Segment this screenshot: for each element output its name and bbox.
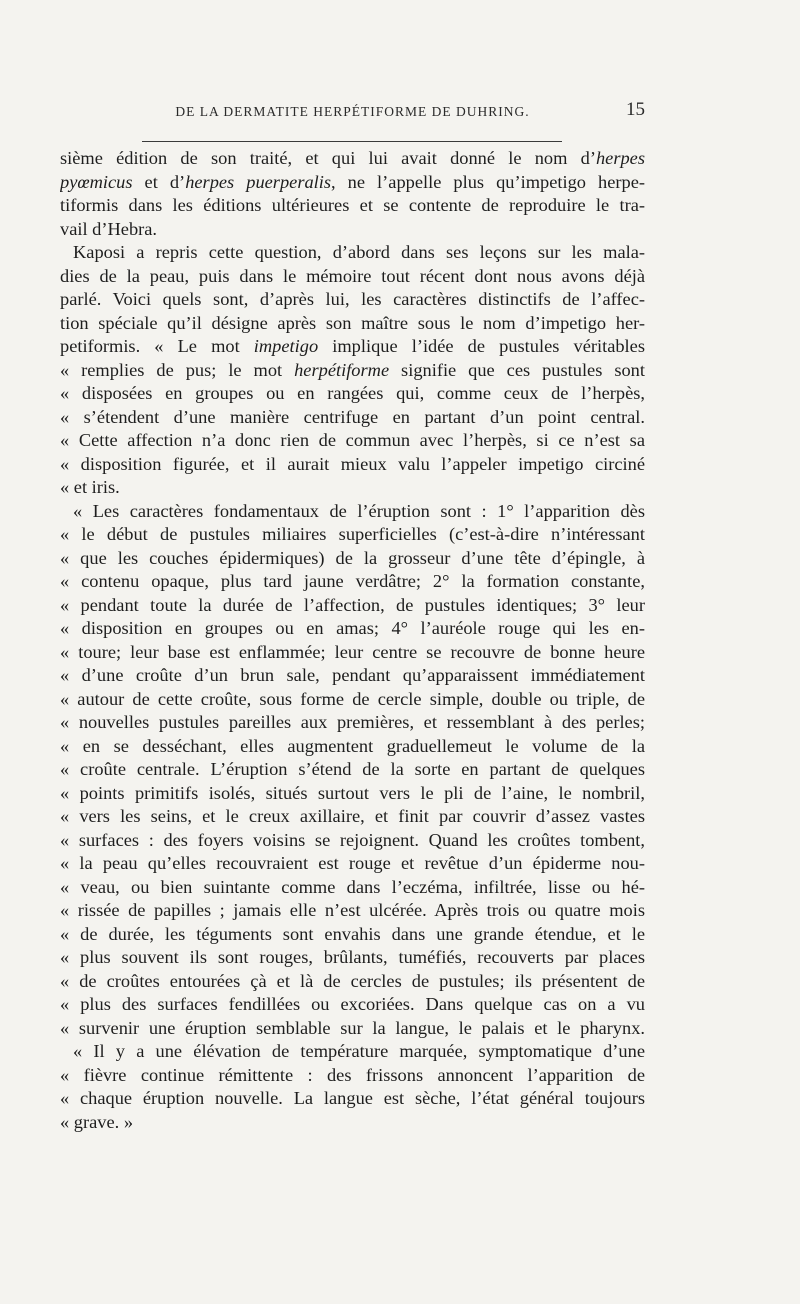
text-run: « vers les seins, et le creux axillaire, et finit par couvrir d’assez vastes [60, 806, 645, 826]
text-run: « de durée, les téguments sont envahis dans une grande étendue, et le [60, 923, 645, 944]
text-run: « et iris. [60, 477, 120, 497]
italic-term: impetigo [253, 336, 319, 356]
text-run: « points primitifs isolés, situés surtout vers le pli de l’aine, le nombril, [60, 782, 645, 803]
text-line [60, 453, 645, 477]
text-line [60, 194, 645, 218]
text-run: « croûte centrale. L’éruption s’étend de la sorte en partant de quelques [60, 759, 645, 779]
text-run: implique l’idée de pustules véritables [318, 336, 645, 356]
text-run: « disposées en groupes ou en rangées qui, comme ceux de l’herpès, [60, 383, 645, 403]
text-run: « s’étendent d’une manière centrifuge en partant d’un point central. [60, 406, 645, 427]
italic-term: pyœmicus [60, 171, 133, 192]
text-line [60, 1040, 645, 1064]
text-line [60, 476, 645, 500]
text-line [60, 406, 645, 430]
text-run: petiformis. « Le mot [60, 336, 254, 356]
text-line [60, 1064, 645, 1088]
text-line [60, 265, 645, 289]
text-line [60, 805, 645, 829]
text-line [60, 547, 645, 571]
text-line [60, 523, 645, 547]
page-number: 15 [626, 99, 645, 120]
text-line [60, 147, 645, 171]
text-line [60, 1087, 645, 1111]
text-line [60, 711, 645, 735]
body-text [60, 147, 645, 1134]
text-line [60, 688, 645, 712]
text-run: « autour de cette croûte, sous forme de cercle simple, double ou triple, de [60, 688, 645, 709]
text-run: « de croûtes entourées çà et là de cercles de pustules; ils présentent de [60, 970, 645, 991]
header-rule [142, 141, 562, 142]
text-run: « survenir une éruption semblable sur la langue, le palais et le pharynx. [60, 1017, 645, 1038]
text-run: « grave. » [60, 1111, 134, 1132]
text-line [60, 852, 645, 876]
italic-term: herpes [595, 148, 645, 168]
text-run: , ne l’appelle plus qu’impetigo herpe- [331, 171, 645, 192]
text-line [60, 1017, 645, 1041]
text-line [60, 241, 645, 265]
text-line [60, 312, 645, 336]
text-run: Kaposi a repris cette question, d’abord dans ses leçons sur les mala- [73, 242, 645, 262]
text-line [60, 335, 645, 359]
text-line [60, 1111, 645, 1135]
text-run: tion spéciale qu’il désigne après son maître sous le nom d’impetigo her- [60, 312, 645, 333]
text-line [60, 570, 645, 594]
text-run: « Il y a une élévation de température marquée, symptomatique d’une [73, 1041, 645, 1061]
text-run: « fièvre continue rémittente : des frissons annoncent l’apparition de [60, 1064, 645, 1085]
text-run: « nouvelles pustules pareilles aux premières, et ressemblant à des perles; [60, 712, 645, 732]
text-line [60, 829, 645, 853]
text-run: « contenu opaque, plus tard jaune verdâtre; 2° la formation constante, [60, 571, 645, 591]
text-line [60, 382, 645, 406]
text-run: tiformis dans les éditions ultérieures et se contente de reproduire le tra- [60, 195, 645, 215]
text-line [60, 946, 645, 970]
text-line [60, 500, 645, 524]
text-line [60, 876, 645, 900]
page-header [60, 99, 645, 134]
text-line [60, 782, 645, 806]
text-line [60, 429, 645, 453]
text-line [60, 617, 645, 641]
text-run: sième édition de son traité, et qui lui avait donné le nom d’ [60, 148, 596, 168]
text-run: « chaque éruption nouvelle. La langue est sèche, l’état général toujours [60, 1088, 645, 1108]
text-run: « pendant toute la durée de l’affection, de pustules identiques; 3° leur [60, 594, 645, 615]
text-run: « rissée de papilles ; jamais elle n’est ulcérée. Après trois ou quatre mois [60, 900, 645, 920]
text-line [60, 594, 645, 618]
text-run: « veau, ou bien suintante comme dans l’eczéma, infiltrée, lisse ou hé- [60, 876, 645, 897]
text-line [60, 359, 645, 383]
text-run: « disposition en groupes ou en amas; 4° l’auréole rouge qui les en- [60, 618, 645, 638]
running-head: DE LA DERMATITE HERPÉTIFORME DE DUHRING. [175, 104, 530, 119]
text-run: « le début de pustules miliaires superficielles (c’est-à-dire n’intéressant [60, 524, 645, 544]
text-line [60, 735, 645, 759]
text-line [60, 218, 645, 242]
text-run: signifie que ces pustules sont [389, 359, 645, 380]
text-run: « la peau qu’elles recouvraient est rouge et revêtue d’un épiderme nou- [60, 853, 645, 873]
text-run: « que les couches épidermiques) de la grosseur d’une tête d’épingle, à [60, 547, 645, 568]
text-run: « en se desséchant, elles augmentent graduellemeut le volume de la [60, 735, 645, 756]
text-line [60, 899, 645, 923]
text-run: vail d’Hebra. [60, 218, 158, 239]
italic-term: herpes puerperalis [185, 171, 332, 192]
text-line [60, 758, 645, 782]
text-run: et d’ [132, 171, 186, 192]
text-run: « d’une croûte d’un brun sale, pendant qu’apparaissent immédiatement [60, 665, 645, 685]
text-line [60, 664, 645, 688]
text-run: parlé. Voici quels sont, d’après lui, les caractères distinctifs de l’affec- [60, 289, 645, 309]
italic-term: herpétiforme [294, 359, 390, 380]
text-line [60, 288, 645, 312]
text-run: « Cette affection n’a donc rien de commun avec l’herpès, si ce n’est sa [60, 430, 645, 450]
text-line [60, 171, 645, 195]
text-run: dies de la peau, puis dans le mémoire tout récent dont nous avons déjà [60, 265, 645, 286]
text-line [60, 923, 645, 947]
text-line [60, 641, 645, 665]
text-run: « surfaces : des foyers voisins se rejoignent. Quand les croûtes tombent, [60, 829, 645, 850]
text-run: « plus des surfaces fendillées ou excoriées. Dans quelque cas on a vu [60, 994, 645, 1014]
text-run: « plus souvent ils sont rouges, brûlants, tuméfiés, recouverts par places [60, 947, 645, 967]
text-run: « remplies de pus; le mot [60, 359, 295, 380]
text-run: « toure; leur base est enflammée; leur centre se recouvre de bonne heure [60, 641, 645, 662]
text-run: « disposition figurée, et il aurait mieux valu l’appeler impetigo circiné [60, 453, 645, 474]
text-run: « Les caractères fondamentaux de l’éruption sont : 1° l’apparition dès [73, 500, 645, 521]
text-line [60, 970, 645, 994]
text-line [60, 993, 645, 1017]
